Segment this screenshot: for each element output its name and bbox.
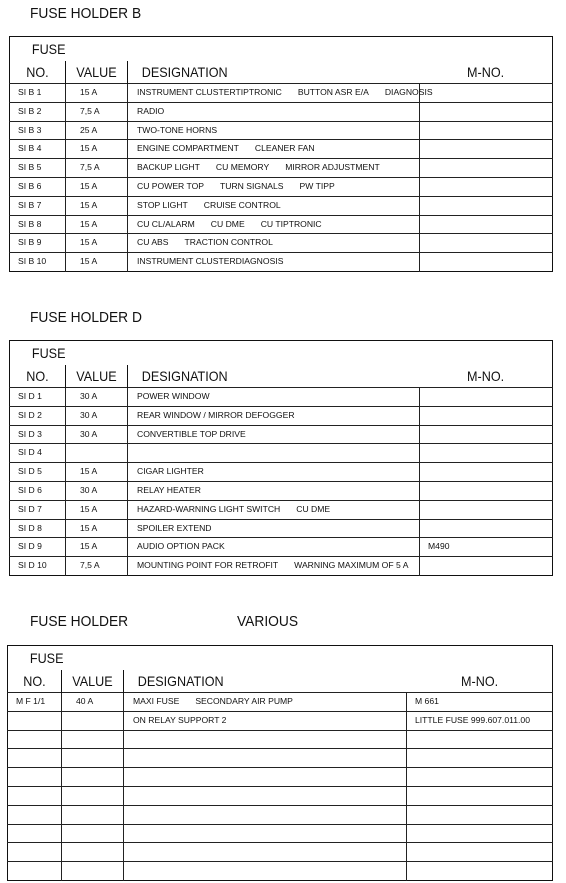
designation-part: TRACTION CONTROL xyxy=(184,237,273,248)
fuse-value xyxy=(62,711,124,730)
fuse-m-no xyxy=(420,234,553,253)
designation-part: HAZARD-WARNING LIGHT SWITCH xyxy=(137,503,281,514)
designation-part: SPOILER EXTEND xyxy=(137,522,212,533)
fuse-value xyxy=(66,444,128,463)
fuse-designation xyxy=(128,557,420,576)
designation-part: RELAY HEATER xyxy=(137,484,201,495)
designation-part: INSTRUMENT CLUSTERDIAGNOSIS xyxy=(137,256,284,267)
fuse-m-no xyxy=(420,444,553,463)
header-value-label: VALUE xyxy=(72,673,113,689)
fuse-m-no xyxy=(420,140,553,159)
header-designation xyxy=(128,61,420,84)
header-no-label: NO. xyxy=(26,64,49,80)
fuse-number: SI B 4 xyxy=(10,140,66,159)
fuse-number xyxy=(8,805,62,824)
fuse-number: SI D 9 xyxy=(10,538,66,557)
fuse-designation xyxy=(128,425,420,444)
fuse-table-various xyxy=(7,645,553,881)
designation-part: ON RELAY SUPPORT 2 xyxy=(133,714,227,725)
table-row xyxy=(10,177,553,196)
fuse-m-no xyxy=(420,102,553,121)
designation-part: CU CL/ALARM xyxy=(137,218,195,229)
fuse-m-no xyxy=(420,481,553,500)
table-row xyxy=(8,711,553,730)
fuse-number xyxy=(8,786,62,805)
fuse-designation xyxy=(128,159,420,178)
fuse-m-no xyxy=(407,786,553,805)
fuse-value xyxy=(62,786,124,805)
table-row xyxy=(10,159,553,178)
fuse-number: M F 1/1 xyxy=(8,693,62,712)
designation-part: PW TIPP xyxy=(299,180,335,191)
fuse-value: 40 A xyxy=(62,693,124,712)
fuse-number: SI D 5 xyxy=(10,463,66,482)
fuse-number: SI B 9 xyxy=(10,234,66,253)
table-row xyxy=(8,862,553,881)
fuse-value xyxy=(62,824,124,843)
fuse-designation xyxy=(128,121,420,140)
fuse-value: 15 A xyxy=(66,196,128,215)
table-row xyxy=(10,196,553,215)
table-row xyxy=(8,843,553,862)
fuse-number: SI D 3 xyxy=(10,425,66,444)
fuse-designation xyxy=(128,406,420,425)
header-fuse-label: FUSE xyxy=(29,650,64,666)
section-title-various-suffix: VARIOUS xyxy=(237,613,299,630)
fuse-value: 15 A xyxy=(66,84,128,103)
fuse-m-no xyxy=(420,463,553,482)
fuse-designation xyxy=(128,253,420,272)
table-row xyxy=(10,84,553,103)
table-row xyxy=(10,519,553,538)
fuse-m-no xyxy=(420,196,553,215)
fuse-designation xyxy=(128,538,420,557)
fuse-designation xyxy=(124,693,407,712)
fuse-value: 30 A xyxy=(66,388,128,407)
fuse-number: SI B 6 xyxy=(10,177,66,196)
fuse-designation xyxy=(128,215,420,234)
table-row xyxy=(8,768,553,787)
header-no xyxy=(10,365,66,388)
fuse-m-no xyxy=(420,215,553,234)
header-value xyxy=(62,670,124,693)
fuse-number: SI B 2 xyxy=(10,102,66,121)
header-fuse-label: FUSE xyxy=(31,41,66,57)
fuse-designation xyxy=(128,519,420,538)
table-row xyxy=(10,102,553,121)
fuse-number: SI B 8 xyxy=(10,215,66,234)
header-designation xyxy=(124,670,407,693)
designation-part: BUTTON ASR E/A xyxy=(297,87,369,97)
table-row xyxy=(10,463,553,482)
header-no-label: NO. xyxy=(23,673,46,689)
header-fuse-label: FUSE xyxy=(31,345,66,361)
fuse-value xyxy=(62,749,124,768)
fuse-m-no xyxy=(420,177,553,196)
fuse-number: SI D 1 xyxy=(10,388,66,407)
fuse-m-no xyxy=(407,805,553,824)
fuse-number: SI B 5 xyxy=(10,159,66,178)
designation-part: CU MEMORY xyxy=(215,162,270,173)
fuse-value: 7,5 A xyxy=(66,102,128,121)
fuse-m-no xyxy=(407,843,553,862)
fuse-m-no: M490 xyxy=(420,538,553,557)
table-row xyxy=(10,253,553,272)
designation-part: CRUISE CONTROL xyxy=(203,199,281,210)
fuse-m-no xyxy=(420,519,553,538)
fuse-number xyxy=(8,862,62,881)
fuse-value: 15 A xyxy=(66,253,128,272)
designation-part: MOUNTING POINT FOR RETROFIT xyxy=(137,560,279,571)
header-row-fuse xyxy=(10,37,553,62)
fuse-designation xyxy=(128,102,420,121)
fuse-value: 15 A xyxy=(66,538,128,557)
header-row-columns xyxy=(10,61,553,84)
header-value-label: VALUE xyxy=(76,64,117,80)
fuse-number: SI B 7 xyxy=(10,196,66,215)
header-row-columns xyxy=(8,670,553,693)
fuse-value xyxy=(62,768,124,787)
fuse-designation xyxy=(124,768,407,787)
header-fuse xyxy=(8,646,553,671)
table-row xyxy=(8,730,553,749)
fuse-number: SI D 8 xyxy=(10,519,66,538)
fuse-value xyxy=(62,843,124,862)
fuse-m-no xyxy=(420,406,553,425)
designation-part: DIAGNOSIS xyxy=(384,87,433,97)
fuse-designation xyxy=(128,444,420,463)
fuse-number: SI B 1 xyxy=(10,84,66,103)
fuse-value: 15 A xyxy=(66,500,128,519)
designation-part: TWO-TONE HORNS xyxy=(137,124,218,135)
table-row xyxy=(8,749,553,768)
header-mno xyxy=(420,61,553,84)
fuse-m-no xyxy=(407,730,553,749)
designation-part: CLEANER FAN xyxy=(254,143,315,154)
fuse-number: SI D 2 xyxy=(10,406,66,425)
table-row xyxy=(10,234,553,253)
fuse-number xyxy=(8,711,62,730)
fuse-designation xyxy=(124,843,407,862)
table-row xyxy=(10,140,553,159)
designation-part: INSTRUMENT CLUSTERTIPTRONIC xyxy=(137,87,282,97)
header-value-label: VALUE xyxy=(76,368,117,384)
fuse-m-no xyxy=(420,253,553,272)
fuse-m-no xyxy=(407,824,553,843)
fuse-value: 30 A xyxy=(66,406,128,425)
designation-part: REAR WINDOW / MIRROR DEFOGGER xyxy=(137,409,295,420)
designation-part: SECONDARY AIR PUMP xyxy=(195,696,293,706)
fuse-m-no xyxy=(407,749,553,768)
designation-part: MAXI FUSE xyxy=(133,696,180,706)
table-row xyxy=(10,481,553,500)
header-mno-label: M-NO. xyxy=(460,673,498,689)
fuse-number xyxy=(8,768,62,787)
designation-part: BACKUP LIGHT xyxy=(137,162,200,173)
fuse-m-no xyxy=(420,159,553,178)
designation-part: CU DME xyxy=(296,503,331,514)
fuse-number: SI B 10 xyxy=(10,253,66,272)
designation-part: CU POWER TOP xyxy=(137,180,205,191)
fuse-m-no: M 661 xyxy=(407,693,553,712)
header-mno-label: M-NO. xyxy=(467,368,505,384)
fuse-value xyxy=(62,805,124,824)
table-row xyxy=(10,557,553,576)
fuse-designation xyxy=(128,388,420,407)
fuse-designation xyxy=(124,749,407,768)
table-row xyxy=(10,215,553,234)
fuse-designation xyxy=(128,84,433,103)
fuse-designation xyxy=(128,234,420,253)
fuse-number: SI D 4 xyxy=(10,444,66,463)
fuse-designation xyxy=(128,463,420,482)
designation-part: MIRROR ADJUSTMENT xyxy=(285,162,380,173)
fuse-number: SI D 7 xyxy=(10,500,66,519)
header-fuse xyxy=(10,341,553,366)
header-mno xyxy=(407,670,553,693)
section-title-d: FUSE HOLDER D xyxy=(30,309,142,326)
fuse-m-no xyxy=(407,768,553,787)
designation-part: TURN SIGNALS xyxy=(220,180,284,191)
fuse-m-no xyxy=(420,388,553,407)
fuse-value: 15 A xyxy=(66,177,128,196)
fuse-number: SI B 3 xyxy=(10,121,66,140)
table-row xyxy=(10,388,553,407)
fuse-value: 15 A xyxy=(66,140,128,159)
table-row xyxy=(10,425,553,444)
designation-part: POWER WINDOW xyxy=(137,391,210,401)
header-designation-label: DESIGNATION xyxy=(141,368,228,384)
fuse-m-no xyxy=(420,557,553,576)
designation-part: ENGINE COMPARTMENT xyxy=(137,143,239,154)
table-row xyxy=(10,406,553,425)
fuse-value: 15 A xyxy=(66,519,128,538)
fuse-designation xyxy=(124,786,407,805)
fuse-value: 30 A xyxy=(66,425,128,444)
fuse-value: 15 A xyxy=(66,215,128,234)
header-mno-label: M-NO. xyxy=(467,64,505,80)
header-designation-label: DESIGNATION xyxy=(137,673,224,689)
header-no-label: NO. xyxy=(26,368,49,384)
fuse-designation xyxy=(124,805,407,824)
fuse-m-no: LITTLE FUSE 999.607.011.00 xyxy=(407,711,553,730)
header-value xyxy=(66,61,128,84)
fuse-designation xyxy=(128,481,420,500)
fuse-designation xyxy=(124,711,407,730)
header-value xyxy=(66,365,128,388)
header-no xyxy=(8,670,62,693)
fuse-designation xyxy=(128,140,420,159)
fuse-number xyxy=(8,824,62,843)
fuse-designation xyxy=(124,730,407,749)
fuse-number xyxy=(8,730,62,749)
fuse-m-no xyxy=(407,862,553,881)
designation-part: CU DME xyxy=(210,218,245,229)
header-fuse xyxy=(10,37,553,62)
fuse-m-no xyxy=(420,425,553,444)
fuse-value: 15 A xyxy=(66,463,128,482)
designation-part: WARNING MAXIMUM OF 5 A xyxy=(294,560,409,571)
fuse-designation xyxy=(128,196,420,215)
fuse-value xyxy=(62,862,124,881)
designation-part: RADIO xyxy=(137,105,165,116)
fuse-m-no xyxy=(420,500,553,519)
fuse-value xyxy=(62,730,124,749)
table-row xyxy=(10,444,553,463)
table-row xyxy=(10,538,553,557)
fuse-value: 30 A xyxy=(66,481,128,500)
fuse-m-no xyxy=(420,84,553,103)
fuse-designation xyxy=(128,500,420,519)
section-title-various: FUSE HOLDER xyxy=(30,613,129,630)
fuse-value: 15 A xyxy=(66,234,128,253)
fuse-designation xyxy=(124,862,407,881)
table-row xyxy=(8,824,553,843)
header-designation xyxy=(128,365,420,388)
table-row xyxy=(8,693,553,712)
designation-part: CIGAR LIGHTER xyxy=(137,466,204,477)
fuse-table-d xyxy=(9,340,553,576)
header-mno xyxy=(420,365,553,388)
table-row xyxy=(10,500,553,519)
fuse-value: 7,5 A xyxy=(66,557,128,576)
fuse-table-b xyxy=(9,36,553,272)
table-row xyxy=(10,121,553,140)
header-designation-label: DESIGNATION xyxy=(141,64,228,80)
designation-part: AUDIO OPTION PACK xyxy=(137,541,225,552)
table-row xyxy=(8,786,553,805)
fuse-designation xyxy=(124,824,407,843)
table-row xyxy=(8,805,553,824)
fuse-value: 25 A xyxy=(66,121,128,140)
fuse-value: 7,5 A xyxy=(66,159,128,178)
header-row-columns xyxy=(10,365,553,388)
designation-part: STOP LIGHT xyxy=(137,199,188,210)
header-row-fuse xyxy=(10,341,553,366)
section-title-b: FUSE HOLDER B xyxy=(30,5,142,22)
fuse-number xyxy=(8,749,62,768)
fuse-m-no xyxy=(420,121,553,140)
designation-part: CONVERTIBLE TOP DRIVE xyxy=(137,428,246,439)
header-row-fuse xyxy=(8,646,553,671)
fuse-number xyxy=(8,843,62,862)
header-no xyxy=(10,61,66,84)
fuse-number: SI D 6 xyxy=(10,481,66,500)
designation-part: CU ABS xyxy=(137,237,169,248)
fuse-designation xyxy=(128,177,420,196)
fuse-number: SI D 10 xyxy=(10,557,66,576)
designation-part: CU TIPTRONIC xyxy=(260,218,322,229)
